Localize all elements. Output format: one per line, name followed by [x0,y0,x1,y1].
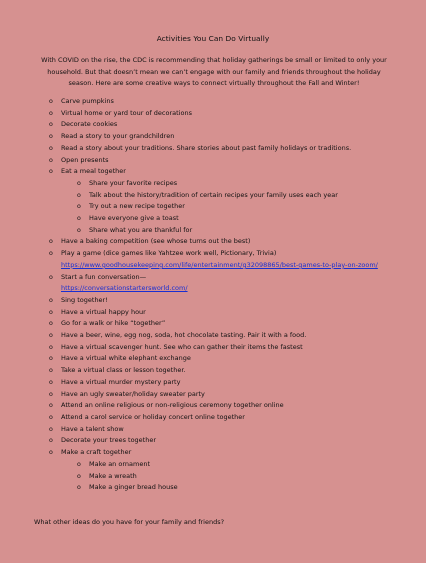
list-item-text: Go for a walk or hike “together” [61,319,166,328]
sub-list-item [0,190,426,202]
list-item-text: Sing together! [61,295,108,304]
list-item [0,143,426,155]
bullet-icon: o [49,168,53,176]
list-item [0,96,426,108]
list-item [0,307,426,319]
bullet-icon: o [49,378,53,386]
list-item [0,365,426,377]
bullet-icon: o [49,308,53,316]
sub-list-item [0,471,426,483]
bullet-icon: o [49,238,53,246]
bullet-icon: o [77,215,81,223]
sub-list-item [0,178,426,190]
list-item [0,108,426,120]
bullet-icon: o [77,179,81,187]
list-item-text: Decorate your trees together [61,436,157,445]
list-item [0,389,426,401]
list-item-text: Virtual home or yard tour of decorations [61,108,192,117]
list-item-text: Read a story about your traditions. Share stories about past family holidays or traditions. [61,143,352,152]
list-item-text: Have a baking competition (see whose turns out the best) [61,237,251,246]
list-item-text: Take a virtual class or lesson together. [61,366,186,375]
list-item [0,119,426,131]
list-item-text: Make a wreath [89,471,137,480]
list-item-text: Eat a meal together [61,167,126,176]
bullet-icon: o [49,425,53,433]
resource-link[interactable]: https://conversationstartersworld.com/ [61,284,188,293]
list-item-text: Read a story to your grandchildren [61,132,175,141]
list-item [0,166,426,178]
bullet-icon: o [49,98,53,105]
list-item [0,155,426,167]
list-item-text: Share what you are thankful for [89,225,193,234]
list-item-text: Open presents [61,155,109,164]
bullet-icon: o [49,121,53,129]
list-item-text: Have a virtual murder mystery party [61,377,181,386]
sub-list-item [0,482,426,494]
bullet-icon: o [49,367,53,375]
list-item [0,435,426,447]
bullet-icon: o [77,226,81,234]
list-item-text: Carve pumpkins [61,97,114,105]
closing-question: What other ideas do you have for your family and friends? [34,518,225,526]
bullet-icon: o [77,472,81,480]
bullet-icon: o [49,273,53,281]
list-item-text: Talk about the history/tradition of certain recipes your family uses each year [89,190,338,199]
list-item [0,342,426,354]
list-item [0,131,426,143]
list-item-text: Start a fun conversation— [61,272,147,281]
list-item [0,412,426,424]
bullet-icon: o [49,449,53,457]
bullet-icon: o [49,332,53,340]
list-item-text: Try out a new recipe together [89,202,185,211]
bullet-icon: o [49,413,53,421]
bullet-icon: o [77,460,81,468]
bullet-icon: o [49,402,53,410]
list-item [0,318,426,330]
bullet-icon: o [49,133,53,141]
list-item [0,424,426,436]
bullet-icon: o [49,250,53,258]
bullet-icon: o [49,390,53,398]
list-item-text: Have a virtual scavenger hunt. See who can gather their items the fastest [61,342,303,351]
list-item-text: Have a talent show [61,424,124,433]
list-item-text: Have everyone give a toast [89,214,179,223]
bullet-icon: o [49,343,53,351]
list-item-text: Attend a carol service or holiday concert online together [61,412,245,421]
list-item [0,272,426,295]
list-item [0,330,426,342]
bullet-icon: o [77,191,81,199]
list-item-text: Share your favorite recipes [89,178,178,187]
list-item-text: Have a beer, wine, egg nog, soda, hot chocolate tasting. Pair it with a food. [61,331,307,340]
list-item-text: Make an ornament [89,459,150,468]
intro-paragraph: With COVID on the rise, the CDC is recommending that holiday gatherings be small or limited to only your household. But that doesn’t mean we can’t engage with our family and friends throughout the holiday season. Here are some creative ways to connect virtually throughout the Fall and Winter! [41,56,387,88]
bullet-icon: o [77,484,81,492]
sub-list-item [0,213,426,225]
list-item [0,377,426,389]
bullet-icon: o [49,109,53,117]
document-title: Activities You Can Do Virtually [156,34,270,43]
list-item-text: Make a ginger bread house [89,483,178,492]
list-item-text: Play a game (dice games like Yahtzee work well, Pictionary, Trivia) [61,249,277,258]
bullet-icon: o [77,203,81,211]
bullet-icon: o [49,144,53,152]
list-item-text: Attend an online religious or non-religious ceremony together online [61,401,284,410]
list-item [0,447,426,459]
list-item-text: Have a virtual happy hour [61,307,146,316]
bullet-icon: o [49,320,53,328]
sub-list-item [0,459,426,471]
list-item [0,295,426,307]
list-item [0,236,426,248]
bullet-icon: o [49,296,53,304]
list-item [0,353,426,365]
list-item-text: Have a virtual white elephant exchange [61,354,191,363]
bullet-icon: o [49,437,53,445]
activity-list [0,96,426,494]
list-item-text: Make a craft together [61,448,132,457]
bullet-icon: o [49,355,53,363]
list-item-text: Have an ugly sweater/holiday sweater party [61,389,205,398]
bullet-icon: o [49,156,53,164]
list-item [0,400,426,412]
resource-link[interactable]: https://www.goodhousekeeping.com/life/entertainment/g32098865/best-games-to-play-on-zoom/ [61,260,378,269]
list-item [0,248,426,271]
sub-list-item [0,201,426,213]
sub-list-item [0,225,426,237]
list-item-text: Decorate cookies [61,120,118,129]
